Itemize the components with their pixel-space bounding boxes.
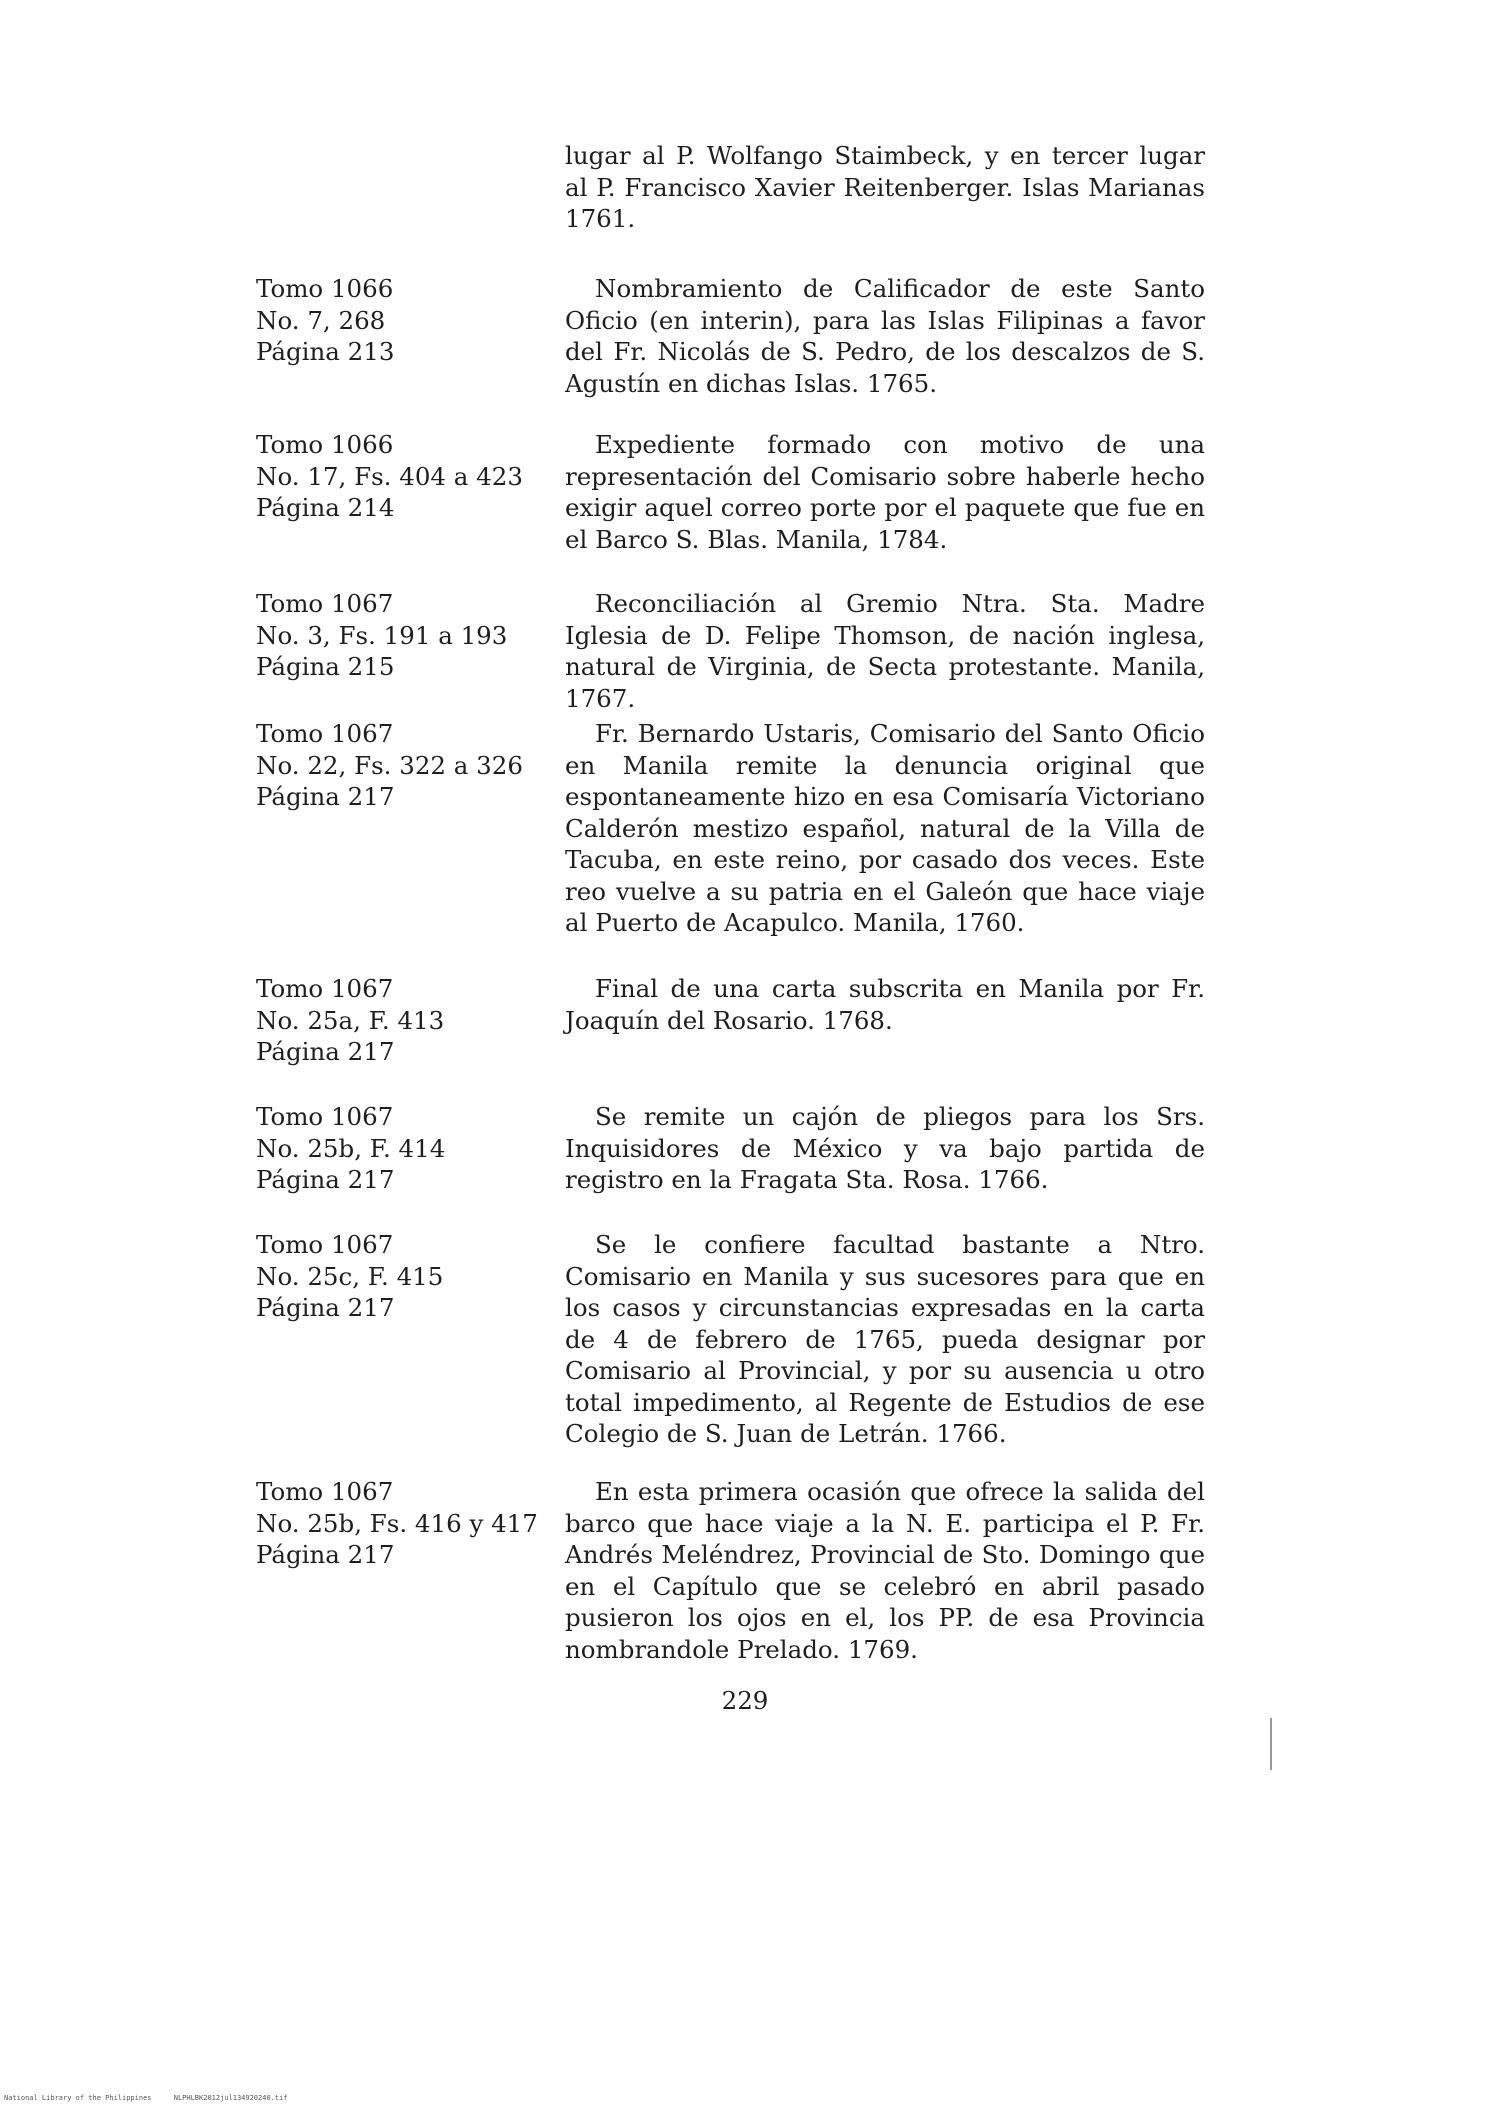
entry-numero: No. 7, 268	[256, 305, 386, 335]
footer-filename: NLPHLBK2012jul134920240.tif	[173, 2094, 288, 2102]
entry-pagina: Página 217	[256, 1037, 395, 1066]
entry-description: Nombramiento de Calificador de este Santo Oficio (en interin), para las Islas Filipinas a favor del Fr. Nicolás de S. Pedro, de los descalzos de S. Agustín en dichas Islas. 1765.	[565, 274, 1205, 398]
footer-library: National Library of the Philippines	[4, 2094, 152, 2102]
entry-pagina: Página 213	[256, 337, 395, 366]
entry-tomo: Tomo 1067	[256, 974, 394, 1003]
scan-edge-mark	[1270, 1718, 1272, 1770]
entry-tomo: Tomo 1067	[256, 1230, 394, 1259]
entry-description: Final de una carta subscrita en Manila por Fr. Joaquín del Rosario. 1768.	[565, 974, 1205, 1035]
entry-pagina: Página 217	[256, 1293, 395, 1322]
entry-tomo: Tomo 1066	[256, 430, 394, 459]
entry-reference	[256, 273, 556, 368]
entry-tomo: Tomo 1067	[256, 589, 394, 618]
entry-description: Se remite un cajón de pliegos para los Srs. Inquisidores de México y va bajo partida de registro en la Fragata Sta. Rosa. 1766.	[565, 1102, 1205, 1194]
entry-description: En esta primera ocasión que ofrece la salida del barco que hace viaje a la N. E. participa el P. Fr. Andrés Meléndrez, Provincial de Sto. Domingo que en el Capítulo que se celebró en abril pasado pusieron los ojos en el, los PP. de esa Provincia nombrandole Prelado. 1769.	[565, 1477, 1205, 1664]
entry-numero: No. 25b, F. 414	[256, 1133, 446, 1163]
entry-numero: No. 25b, Fs. 416 y 417	[256, 1508, 538, 1538]
entry-tomo: Tomo 1066	[256, 274, 394, 303]
entry-numero: No. 3, Fs. 191 a 193	[256, 620, 508, 650]
entry-reference	[256, 973, 556, 1068]
entry-pagina: Página 217	[256, 782, 395, 811]
entry-reference	[256, 1476, 556, 1571]
entry-tomo: Tomo 1067	[256, 1477, 394, 1506]
entry-reference	[256, 588, 556, 683]
scan-footer	[4, 2094, 306, 2103]
entry-description: Expediente formado con motivo de una representación del Comisario sobre haberle hecho exigir aquel correo porte por el paquete que fue en el Barco S. Blas. Manila, 1784.	[565, 430, 1205, 554]
entry-tomo: Tomo 1067	[256, 1102, 394, 1131]
entry-numero: No. 22, Fs. 322 a 326	[256, 750, 523, 780]
entry-numero: No. 25a, F. 413	[256, 1005, 445, 1035]
entry-tomo: Tomo 1067	[256, 719, 394, 748]
entry-pagina: Página 215	[256, 652, 395, 681]
entry-description: Reconciliación al Gremio Ntra. Sta. Madre Iglesia de D. Felipe Thomson, de nación inglesa, natural de Virginia, de Secta protestante. Manila, 1767.	[565, 589, 1205, 713]
entry-reference	[256, 718, 556, 813]
entry-description: Se le confiere facultad bastante a Ntro. Comisario en Manila y sus sucesores para que en los casos y circunstancias expresadas en la carta de 4 de febrero de 1765, pueda designar por Comisario al Provincial, y por su ausencia u otro total impedimento, al Regente de Estudios de ese Colegio de S. Juan de Letrán. 1766.	[565, 1230, 1205, 1448]
intro-paragraph: lugar al P. Wolfango Staimbeck, y en tercer lugar al P. Francisco Xavier Reitenberger. Islas Marianas 1761.	[565, 141, 1205, 233]
entry-reference	[256, 1229, 556, 1324]
entry-reference	[256, 1101, 556, 1196]
entry-pagina: Página 214	[256, 493, 395, 522]
entry-numero: No. 25c, F. 415	[256, 1261, 444, 1291]
entry-description: Fr. Bernardo Ustaris, Comisario del Santo Oficio en Manila remite la denuncia original que espontaneamente hizo en esa Comisaría Victoriano Calderón mestizo español, natural de la Villa de Tacuba, en este reino, por casado dos veces. Este reo vuelve a su patria en el Galeón que hace viaje al Puerto de Acapulco. Manila, 1760.	[565, 719, 1205, 937]
entry-reference	[256, 429, 556, 524]
page-number: 229	[721, 1686, 769, 1715]
entry-pagina: Página 217	[256, 1165, 395, 1194]
entry-pagina: Página 217	[256, 1540, 395, 1569]
entry-numero: No. 17, Fs. 404 a 423	[256, 461, 523, 491]
